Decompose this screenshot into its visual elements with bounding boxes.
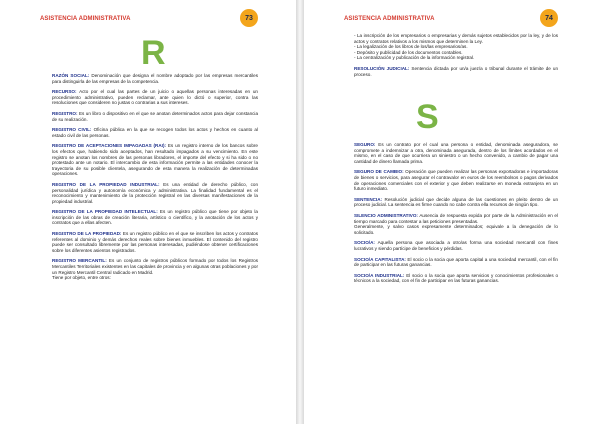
page-number-badge: 74 xyxy=(540,9,558,27)
entry-definition: Es un registro público que tiene por objeto la inscripción de las obras de creación literaria, artístico o científico, y la anotación de los actos y contratos que a ellas afecten. xyxy=(52,209,258,226)
entry-definition: Aquella persona que asociada a otro/as forma una sociedad mercantil con fines lucrativos y siendo partícipe de beneficios y pérdidas. xyxy=(354,240,558,251)
entry-definition: El socio o la socia que aporta servicios y conocimientos profesionales o técnicos a la sociedad, con el fin de participar en las futuras ganancias. xyxy=(354,272,559,284)
glossary-entry xyxy=(354,197,558,208)
entry-term: REGISTRO MERCANTIL: xyxy=(52,258,107,264)
list-item: - La legalización de los libros de los/las empresarios/as. xyxy=(354,44,468,50)
list-item: - La centralización y publicación de la información registral. xyxy=(354,55,475,61)
section-letter: R xyxy=(141,34,166,72)
glossary-entry xyxy=(354,66,558,77)
entry-term: SEGURO: xyxy=(354,142,376,147)
entry-definition: Es un registro público en el que se inscriben los actos y contratos referentes al dominio y demás derechos reales sobre bienes inmuebles. El contenido del registro puede ser consultado libremente por las personas interesadas, pudiéndose obtener certificaciones sobre los diferentes asientos registrados. xyxy=(52,231,258,253)
entry-definition: Es un libro o dispositivo en el que se anotan determinados actos para dejar constancia de su realización. xyxy=(52,110,258,122)
entry-term: SOCIO/A CAPITALISTA: xyxy=(354,256,406,262)
glossary-entry xyxy=(52,258,258,280)
entry-term: REGISTRO DE LA PROPIEDAD INDUSTRIAL: xyxy=(52,181,160,187)
glossary-entry xyxy=(52,209,258,226)
entry-definition: Resolución judicial que decide alguna de las cuestiones en pleito dentro de un proceso judicial. La sentencia es firme cuando no cabe contra ella recursos de ningún tipo. xyxy=(354,196,558,208)
glossary-entries xyxy=(52,73,258,286)
list-item: - Depósito y publicidad de los documentos contables. xyxy=(354,49,463,55)
glossary-entry xyxy=(52,89,258,106)
book-gutter xyxy=(296,0,304,424)
entry-definition: Sentencia dictada por un/a juez/a o tribunal durante el trámite de un proceso. xyxy=(354,65,558,77)
page-number-badge: 73 xyxy=(240,9,258,27)
section-letter: S xyxy=(416,98,439,136)
entry-term: RECURSO: xyxy=(52,89,77,95)
glossary-entry xyxy=(354,273,558,284)
entry-definition: Denominación que designa el nombre adoptado por las empresas mercantiles para distinguirla de las empresas de la competencia. xyxy=(52,73,258,84)
glossary-entry xyxy=(52,182,258,204)
entry-term: REGISTRO DE LA PROPIEDAD INTELECTUAL: xyxy=(52,209,158,215)
entry-term: REGISTRO DE ACEPTACIONES IMPAGADAS (RAI): xyxy=(52,143,167,149)
glossary-entry xyxy=(52,143,258,177)
entry-term: REGISTRO: xyxy=(52,110,78,116)
entry-continuation: Tiene por objeto, entre otros: xyxy=(52,275,111,281)
page-header-title: ASISTENCIA ADMINISTRATIVA xyxy=(344,16,435,22)
glossary-entry xyxy=(52,73,258,84)
entry-definition: Es un registro interno de los bancos sobre los efectos que, habiendo sido aceptados, han resultado impagados a su vencimiento. En este registro se anotan los nombres de las personas libradores, el importe del efecto y si ha sido o no protestado ante un notario. El intercambio de esta información permite a las entidades conocer la trayectoria de su posible clientela, asegurando de esta manera la realización de determinadas operaciones. xyxy=(52,143,258,177)
entry-term: SOCIO/A INDUSTRIAL: xyxy=(354,272,405,278)
entry-term: REGISTRO DE LA PROPIEDAD: xyxy=(52,231,122,237)
glossary-entries xyxy=(354,142,558,289)
entry-definition: Es un contrato por el cual una persona o entidad, denominada aseguradora, se compromete a indemnizar a otra, denominada asegurada, dentro de los límites acordados en el mismo, en el caso de que ocurriera un siniestro o un hecho convenido, a cambio de pagar una cantidad de dinero llamada prima. xyxy=(354,142,558,164)
left-page xyxy=(0,0,296,424)
list-item: - La inscripción de los empresarios o empresarias y demás sujetos establecidos por la ley, y de los actos y contratos relativos a los mismos que determinen la Ley. xyxy=(354,33,558,44)
continued-list xyxy=(354,33,558,82)
entry-definition: Es una entidad de derecho público, con personalidad jurídica y autonomía económica y administrativa. La finalidad fundamental es el reconocimiento y mantenimiento de la protección registral en las diversas manifestaciones de la propiedad industrial. xyxy=(52,181,258,204)
entry-definition: Oficina pública en la que se recogen todos los actos y hechos en cuanto al estado civil de las personas. xyxy=(52,127,258,138)
entry-term: RAZÓN SOCIAL: xyxy=(52,73,90,78)
page-header-title: ASISTENCIA ADMINISTRATIVA xyxy=(40,16,131,22)
entry-term: RESOLUCIÓN JUDICIAL: xyxy=(354,65,410,71)
entry-definition: Acto por el cual las partes de un juicio o aquellas personas interesadas en un procedimiento administrativo, pueden reclamar, ante quien lo dictó o superior, contra las resoluciones que consideren no justas o contrarias a sus intereses. xyxy=(52,89,258,106)
entry-term: SOCIO/A: xyxy=(354,240,375,246)
right-page xyxy=(304,0,600,424)
glossary-entry xyxy=(354,257,558,268)
glossary-entry xyxy=(354,240,558,251)
glossary-entry xyxy=(354,169,558,191)
entry-term: REGISTRO CIVIL: xyxy=(52,127,92,133)
entry-term: SENTENCIA: xyxy=(354,196,383,202)
glossary-entry xyxy=(52,231,258,253)
entry-definition: Operación que pueden realizar las personas exportadoras e importadoras de bienes o servicios, para asegurar el contravalor en euros de los reembolsos o pagos derivados de operaciones comerciales con el exterior y que deben realizarse en moneda extranjera en un futuro inmediato. xyxy=(354,169,558,192)
glossary-entry xyxy=(52,127,258,138)
entry-definition: El socio o la socia que aporta capital a una sociedad mercantil, con el fin de participar en las futuras ganancias. xyxy=(354,256,558,268)
entry-term: SILENCIO ADMINISTRATIVO: xyxy=(354,212,418,218)
entry-definition: Es un conjunto de registros públicos formado por todos los Registros Mercantiles Territoriales existentes en las capitales de provincia y en algunas otras poblaciones y por un Registro Mercantil Central radicado en Madrid. xyxy=(52,258,258,275)
entry-definition: Ausencia de respuesta expida por parte de la Administración en el tiempo marcado para contestar a las peticiones presentadas. Generalmente, y salvo casos expresamente determinados; equivale a la denegación de lo solicitado. xyxy=(354,212,559,235)
glossary-entry xyxy=(52,111,258,122)
glossary-entry xyxy=(354,213,558,235)
glossary-entry xyxy=(354,142,558,164)
entry-term: SEGURO DE CAMBIO: xyxy=(354,169,404,175)
